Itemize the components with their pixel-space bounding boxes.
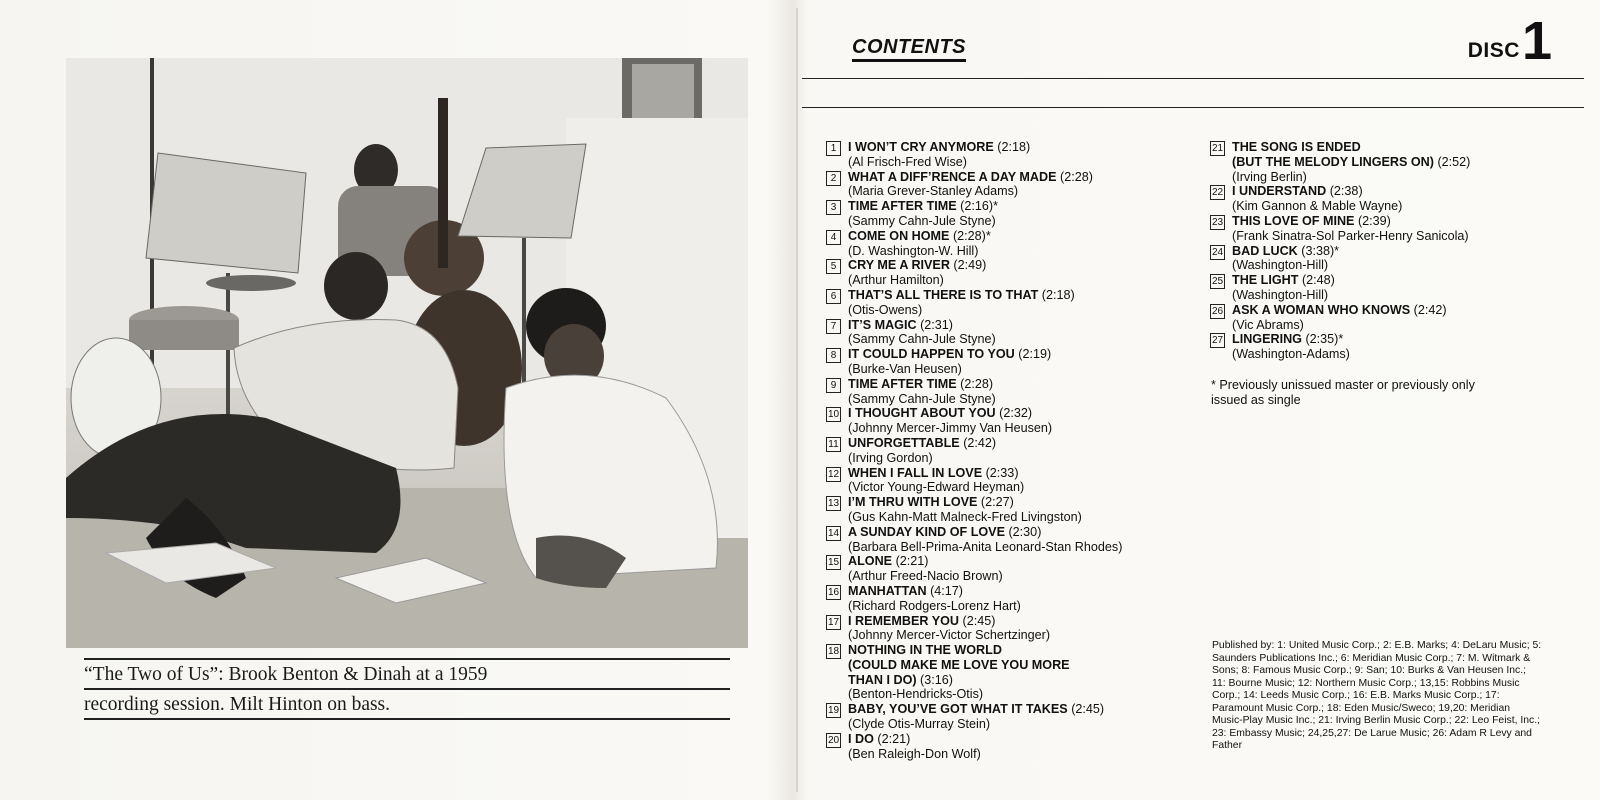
track-composers: (Sammy Cahn-Jule Styne): [848, 391, 996, 406]
track-number: 16: [827, 586, 840, 598]
track-item: [826, 377, 1186, 407]
caption-rule-bottom: [84, 718, 730, 720]
track-duration: (2:33): [982, 465, 1019, 480]
track-title: (BUT THE MELODY LINGERS ON): [1232, 154, 1434, 169]
photo-illustration: [66, 58, 748, 648]
track-title: ALONE: [848, 554, 893, 569]
disc-number: 1: [1521, 11, 1552, 71]
page-fold: [796, 8, 798, 792]
track-composers: (Arthur Freed-Nacio Brown): [848, 569, 1003, 584]
track-item: [826, 318, 1186, 348]
track-duration: (2:16)*: [956, 199, 998, 214]
track-title: TIME AFTER TIME: [848, 376, 957, 391]
header-rule-1: [802, 78, 1584, 79]
track-title: NOTHING IN THE WORLD: [848, 643, 1002, 658]
track-item: [826, 258, 1186, 288]
track-composers: (Ben Raleigh-Don Wolf): [848, 746, 981, 761]
track-number: 5: [826, 259, 841, 274]
track-composers: (Vic Abrams): [1232, 317, 1304, 332]
track-item: [826, 347, 1186, 377]
track-duration: (2:18): [993, 140, 1031, 154]
track-title: I REMEMBER YOU: [848, 613, 960, 628]
track-duration: (2:28): [956, 376, 994, 391]
track-item: [1210, 184, 1560, 214]
track-composers: (Johnny Mercer-Jimmy Van Heusen): [848, 421, 1053, 436]
track-duration: (2:35)*: [1301, 332, 1344, 347]
track-number: 21: [1211, 143, 1224, 154]
track-duration: (2:28)*: [949, 228, 991, 243]
track-number: 4: [826, 230, 841, 245]
track-number: 15: [827, 557, 840, 569]
track-composers: (Johnny Mercer-Victor Schertzinger): [848, 628, 1051, 643]
track-composers: (Al Frisch-Fred Wise): [848, 154, 967, 169]
track-duration: (2:38): [1326, 184, 1363, 199]
photo-caption: [84, 660, 730, 720]
track-duration: (2:31): [916, 317, 953, 332]
track-number: 1: [826, 141, 841, 156]
track-item: [826, 229, 1186, 259]
track-number: 2: [826, 171, 841, 186]
track-duration: (2:45): [959, 613, 996, 628]
track-item: [826, 140, 1186, 170]
track-item: [826, 702, 1186, 732]
track-title: BAD LUCK: [1232, 243, 1298, 258]
track-item: [1210, 303, 1560, 333]
footnote: * Previously unissued master or previously only issued as single: [1211, 378, 1475, 407]
track-number: 19: [827, 705, 840, 717]
track-composers: (Benton-Hendricks-Otis): [848, 687, 984, 702]
track-number: 8: [826, 348, 841, 363]
track-composers: (Richard Rodgers-Lorenz Hart): [848, 598, 1021, 613]
track-item: [826, 170, 1186, 200]
track-duration: (2:52): [1433, 154, 1471, 169]
track-title: I WON’T CRY ANYMORE: [848, 140, 994, 154]
track-duration: (2:48): [1298, 273, 1335, 288]
track-item: [826, 643, 1186, 702]
track-number: 13: [827, 498, 840, 510]
contents-heading: CONTENTS: [852, 36, 966, 62]
track-title: IT’S MAGIC: [848, 317, 917, 332]
track-number: 23: [1211, 216, 1224, 228]
track-item: [826, 554, 1186, 584]
track-composers: (Frank Sinatra-Sol Parker-Henry Sanicola): [1232, 228, 1469, 243]
track-duration: (3:16): [916, 672, 953, 687]
track-title: IT COULD HAPPEN TO YOU: [848, 347, 1015, 362]
track-title: THAT’S ALL THERE IS TO THAT: [848, 287, 1039, 302]
track-item: [1210, 244, 1560, 274]
track-composers: (Clyde Otis-Murray Stein): [848, 717, 991, 732]
track-number: 11: [826, 437, 841, 452]
track-duration: (4:17): [926, 583, 963, 598]
track-title: WHEN I FALL IN LOVE: [848, 465, 983, 480]
track-item: [826, 614, 1186, 644]
track-number: 24: [1211, 246, 1224, 258]
track-title: THIS LOVE OF MINE: [1232, 213, 1355, 228]
track-title: BABY, YOU’VE GOT WHAT IT TAKES: [848, 702, 1068, 717]
track-number: 22: [1211, 187, 1224, 199]
track-item: [1210, 273, 1560, 303]
track-composers: (Kim Gannon & Mable Wayne): [1232, 199, 1403, 214]
track-item: [826, 525, 1186, 555]
track-title: A SUNDAY KIND OF LOVE: [848, 524, 1005, 539]
track-duration: (2:45): [1067, 702, 1105, 717]
track-duration: (3:38)*: [1297, 243, 1340, 258]
track-title: I UNDERSTAND: [1232, 184, 1327, 199]
track-title: (COULD MAKE ME LOVE YOU MORE: [848, 657, 1070, 672]
track-title: LINGERING: [1232, 332, 1302, 347]
track-composers: (Otis-Owens): [848, 302, 923, 317]
track-title: THE SONG IS ENDED: [1232, 140, 1361, 154]
track-composers: (Arthur Hamilton): [848, 273, 944, 288]
track-title: COME ON HOME: [848, 228, 950, 243]
track-item: [826, 584, 1186, 614]
track-composers: (Irving Berlin): [1232, 169, 1307, 184]
track-item: [826, 436, 1186, 466]
track-composers: (Washington-Adams): [1232, 347, 1350, 362]
track-number: 26: [1211, 305, 1224, 317]
track-duration: (2:19): [1014, 347, 1052, 362]
track-number: 25: [1211, 276, 1224, 288]
track-composers: (D. Washington-W. Hill): [848, 243, 979, 258]
track-composers: (Gus Kahn-Matt Malneck-Fred Livingston): [848, 509, 1082, 524]
track-duration: (2:30): [1004, 524, 1042, 539]
track-title: I THOUGHT ABOUT YOU: [848, 406, 996, 421]
track-composers: (Sammy Cahn-Jule Styne): [848, 332, 996, 347]
track-number: 18: [827, 646, 840, 658]
track-item: [1210, 140, 1560, 184]
track-item: [826, 466, 1186, 496]
header-rule-2: [802, 107, 1584, 108]
track-number: 20: [827, 734, 840, 746]
track-composers: (Sammy Cahn-Jule Styne): [848, 213, 996, 228]
track-composers: (Maria Grever-Stanley Adams): [848, 184, 1019, 199]
track-title: WHAT A DIFF’RENCE A DAY MADE: [848, 169, 1057, 184]
track-list-column-2: [1210, 140, 1560, 362]
track-title: I DO: [848, 731, 874, 746]
track-duration: (2:32): [995, 406, 1033, 421]
track-duration: (2:42): [959, 435, 997, 450]
recording-session-photo: [66, 58, 748, 648]
track-number: 9: [826, 378, 841, 393]
track-number: 14: [827, 527, 840, 539]
track-title: TIME AFTER TIME: [848, 199, 957, 214]
track-item: [826, 732, 1186, 762]
track-number: 17: [827, 616, 840, 628]
track-duration: (2:18): [1038, 287, 1075, 302]
track-duration: (2:49): [949, 258, 987, 273]
track-item: [1210, 214, 1560, 244]
track-title: UNFORGETTABLE: [848, 435, 960, 450]
disc-word: DISC: [1467, 39, 1520, 62]
track-item: [826, 288, 1186, 318]
caption-line-1: “The Two of Us”: Brook Benton & Dinah at a 1959: [84, 664, 488, 685]
track-list-column-1: [826, 140, 1186, 761]
track-number: 6: [826, 289, 841, 304]
track-title: CRY ME A RIVER: [848, 258, 950, 273]
caption-line-2: recording session. Milt Hinton on bass.: [84, 694, 391, 715]
track-title: THAN I DO): [848, 672, 917, 687]
track-title: I’M THRU WITH LOVE: [848, 495, 978, 510]
track-duration: (2:28): [1056, 169, 1093, 184]
track-title: ASK A WOMAN WHO KNOWS: [1232, 302, 1411, 317]
track-duration: (2:42): [1410, 302, 1447, 317]
track-duration: (2:39): [1354, 213, 1391, 228]
track-number: 7: [826, 319, 841, 334]
caption-rule-middle: [84, 688, 730, 690]
track-number: 3: [826, 200, 841, 215]
track-composers: (Burke-Van Heusen): [848, 361, 962, 376]
track-duration: (2:21): [873, 731, 911, 746]
track-title: THE LIGHT: [1232, 273, 1299, 288]
track-composers: (Barbara Bell-Prima-Anita Leonard-Stan Rhodes): [848, 539, 1123, 554]
track-duration: (2:21): [892, 554, 929, 569]
track-item: [826, 406, 1186, 436]
publisher-credits: Published by: 1: United Music Corp.; 2: E.B. Marks; 4: DeLaru Music; 5: Saunders Publications Inc.; 6: Meridian Music Corp.; 7: M. Witmark & Sons; 8: Famous Music Corp.; 9: San; 10: Burks & Van Heusen Inc.; 11: Bourne Music; 12: Northern Music Corp.; 13,15: Robbins Music Corp.; 14: Leeds Music Corp.; 16: E.B. Marks Music Corp.; 17: Paramount Music Corp.; 18: Eden Music/Sweco; 19,20: Meridian Music-Play Music Inc.; 21: Irving Berlin Music Corp.; 22: Leo Feist, Inc.; 23: Embassy Music; 24,25,27: De Larue Music; 26: Adam R Levy and Father: [1212, 640, 1542, 751]
track-title: MANHATTAN: [848, 583, 927, 598]
track-composers: (Washington-Hill): [1232, 287, 1329, 302]
track-duration: (2:27): [977, 495, 1014, 510]
track-item: [1210, 332, 1560, 362]
disc-label: [1467, 11, 1552, 71]
track-composers: (Irving Gordon): [848, 450, 933, 465]
track-number: 27: [1211, 335, 1224, 347]
track-item: [826, 199, 1186, 229]
track-number: 10: [827, 409, 840, 421]
track-composers: (Victor Young-Edward Heyman): [848, 480, 1025, 495]
track-composers: (Washington-Hill): [1232, 258, 1329, 273]
track-item: [826, 495, 1186, 525]
track-number: 12: [827, 468, 840, 480]
